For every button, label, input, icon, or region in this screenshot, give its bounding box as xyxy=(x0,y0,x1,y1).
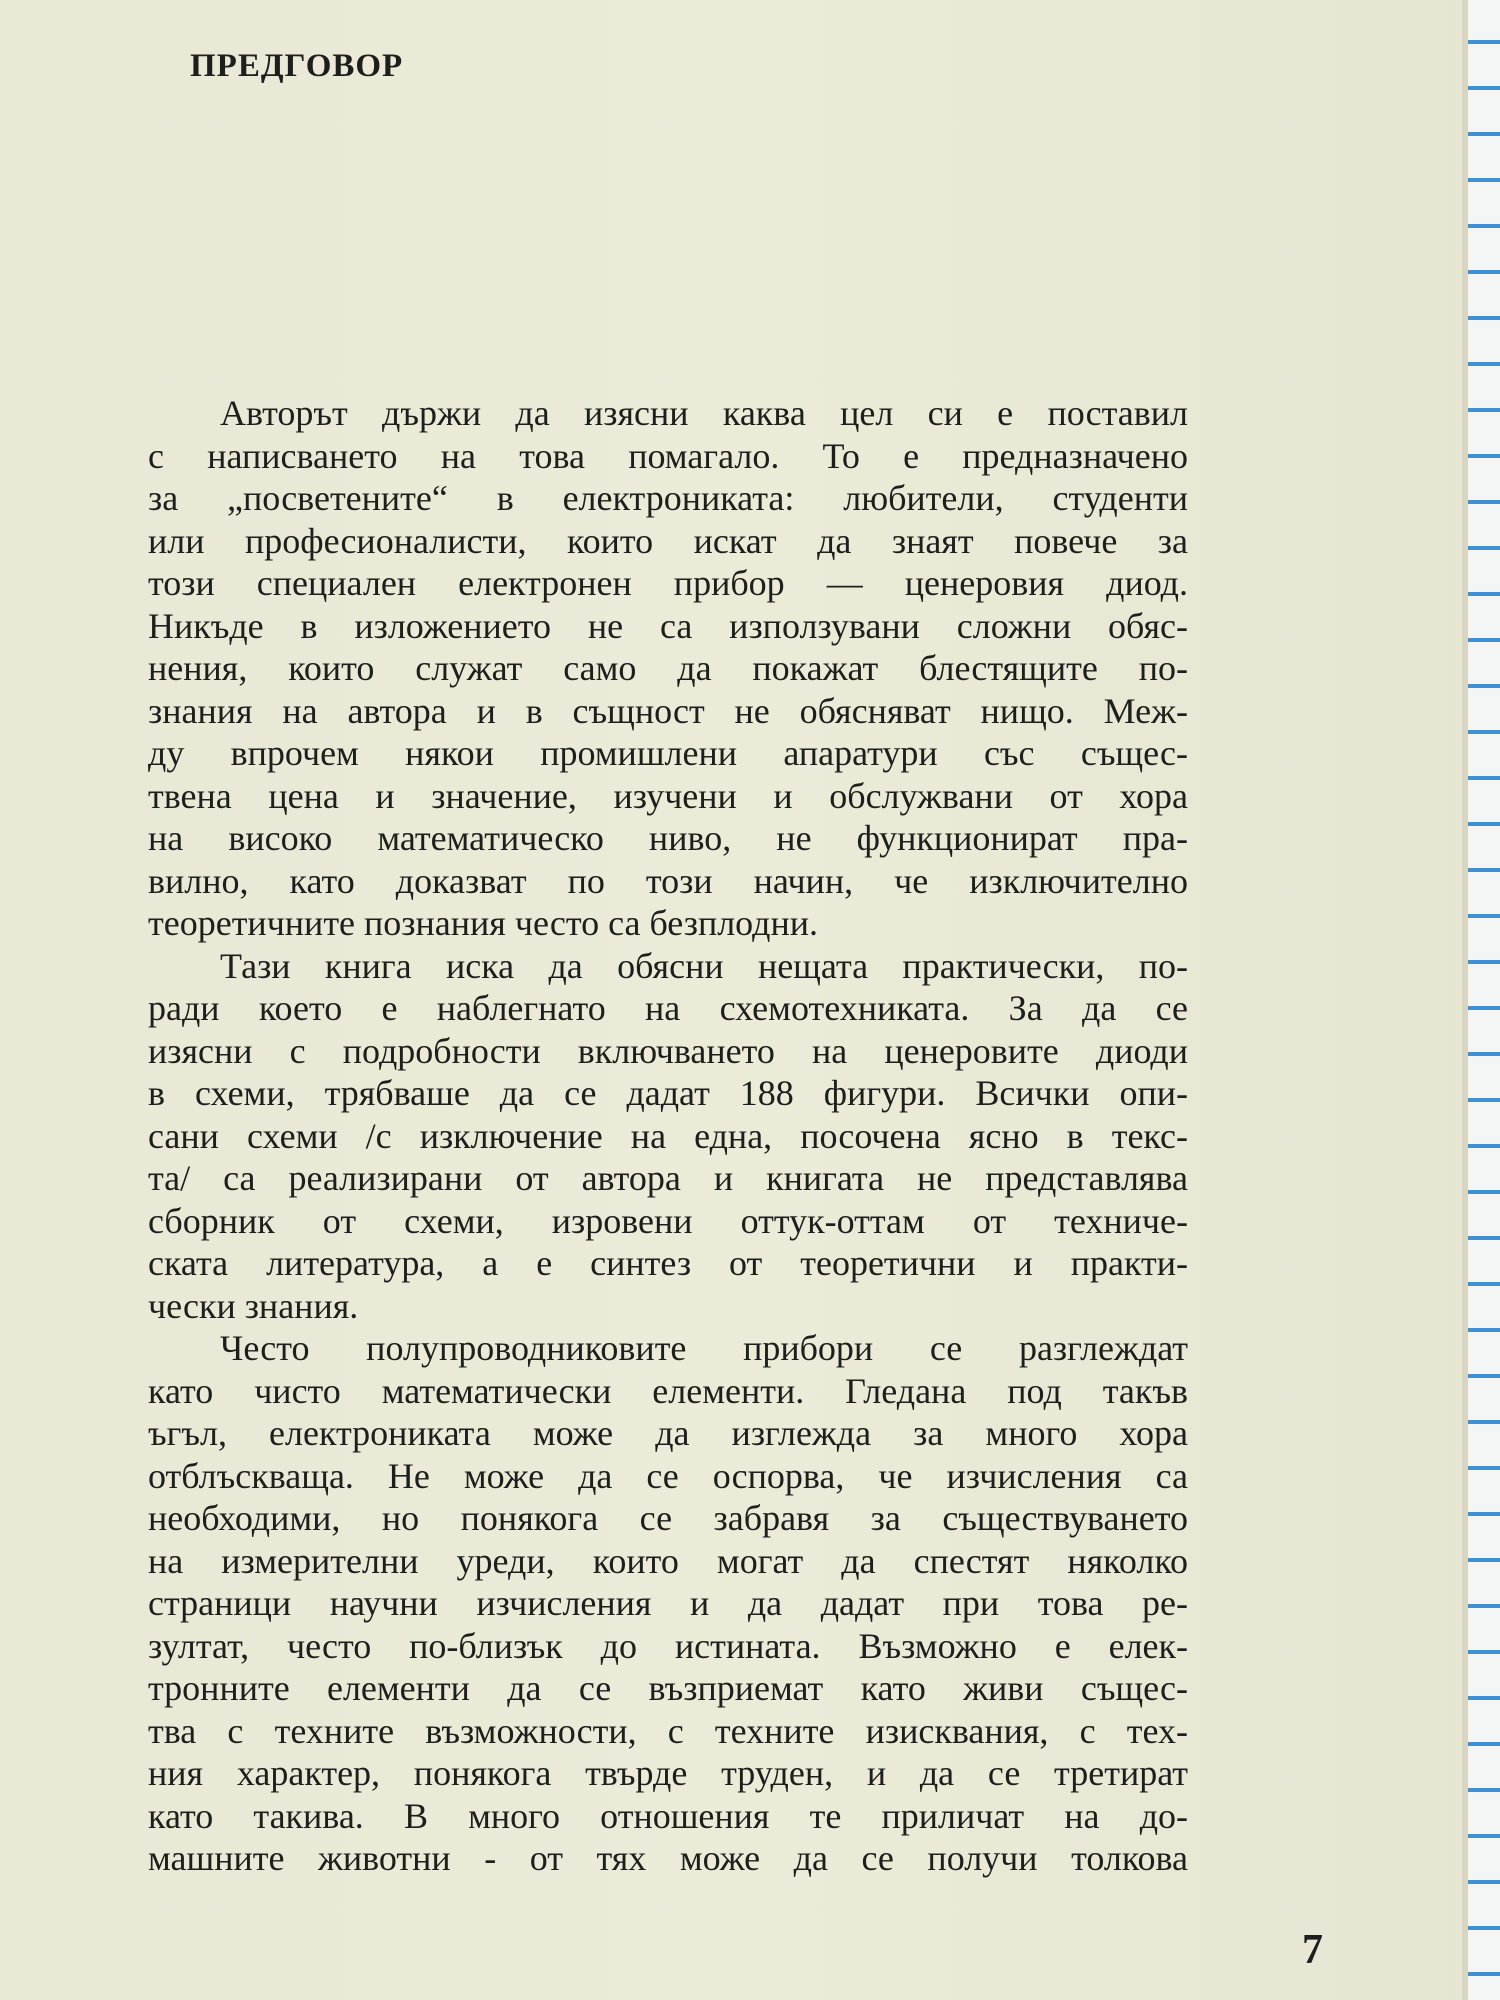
text-line: сборник от схеми, изровени оттук-оттам от техниче- xyxy=(148,1200,1188,1241)
page-number: 7 xyxy=(1302,1927,1323,1973)
paragraph xyxy=(148,1327,1188,1880)
text-line: за „посветените“ в електрониката: любители, студенти xyxy=(148,478,1188,518)
text-line: вилно, като доказват по този начин, че изключително xyxy=(148,860,1188,901)
text-line: или професионалисти, които искат да знаят повече за xyxy=(148,520,1188,561)
text-line: на измерителни уреди, които могат да спестят няколко xyxy=(148,1540,1188,1581)
text-line: Тази книга иска да обясни нещата практически, по- xyxy=(220,945,1188,986)
text-line: отблъскваща. Не може да се оспорва, че изчисления са xyxy=(148,1455,1188,1496)
text-line: в схеми, трябваше да се дадат 188 фигури. Всички опи- xyxy=(148,1073,1188,1113)
text-line: твена цена и значение, изучени и обслужвани от хора xyxy=(148,775,1188,816)
text-line: на високо математическо ниво, не функционират пра- xyxy=(148,818,1188,858)
text-line: сани схеми /с изключение на една, посочена ясно в текс- xyxy=(148,1115,1188,1156)
text-line: изясни с подробности включването на ценеровите диоди xyxy=(148,1030,1188,1071)
text-line: та/ са реализирани от автора и книгата не представлява xyxy=(148,1158,1188,1198)
text-line: необходими, но понякога се забравя за съществуването xyxy=(148,1498,1188,1538)
text-line: Авторът държи да изясни каква цел си е поставил xyxy=(220,393,1188,433)
text-line: като чисто математически елементи. Гледана под такъв xyxy=(148,1370,1188,1411)
text-line: тронните елементи да се възприемат като живи същес- xyxy=(148,1668,1188,1708)
paragraph xyxy=(148,945,1188,1328)
text-line: този специален електронен прибор — ценеровия диод. xyxy=(148,563,1188,603)
text-line: с написването на това помагало. То е предназначено xyxy=(148,435,1188,476)
body-text xyxy=(148,392,1188,1880)
paragraph xyxy=(148,392,1188,945)
text-line: като такива. В много отношения те приличат на до- xyxy=(148,1795,1188,1836)
text-line: теоретичните познания често са безплодни. xyxy=(148,903,818,943)
text-line: знания на автора и в същност не обясняват нищо. Меж- xyxy=(148,690,1188,731)
text-line: ради което е наблегнато на схемотехниката. За да се xyxy=(148,988,1188,1028)
notebook-paper-background xyxy=(1468,0,1500,2000)
text-line: тва с техните възможности, с техните изисквания, с тех- xyxy=(148,1710,1188,1751)
text-line: ду впрочем някои промишлени апаратури със същес- xyxy=(148,733,1188,773)
text-line: машните животни - от тях може да се получи толкова xyxy=(148,1838,1188,1878)
text-line: ния характер, понякога твърде труден, и да се третират xyxy=(148,1753,1188,1793)
chapter-heading: ПРЕДГОВОР xyxy=(190,48,404,84)
text-line: зултат, често по-близък до истината. Възможно е елек- xyxy=(148,1625,1188,1666)
text-line: Често полупроводниковите прибори се разглеждат xyxy=(220,1328,1188,1368)
text-line: ъгъл, електрониката може да изглежда за много хора xyxy=(148,1413,1188,1453)
text-line: нения, които служат само да покажат блестящите по- xyxy=(148,648,1188,688)
text-line: Никъде в изложението не са използувани сложни обяс- xyxy=(148,605,1188,646)
text-line: чески знания. xyxy=(148,1285,359,1326)
text-line: страници научни изчисления и да дадат при това ре- xyxy=(148,1583,1188,1623)
text-line: ската литература, а е синтез от теоретични и практи- xyxy=(148,1243,1188,1283)
